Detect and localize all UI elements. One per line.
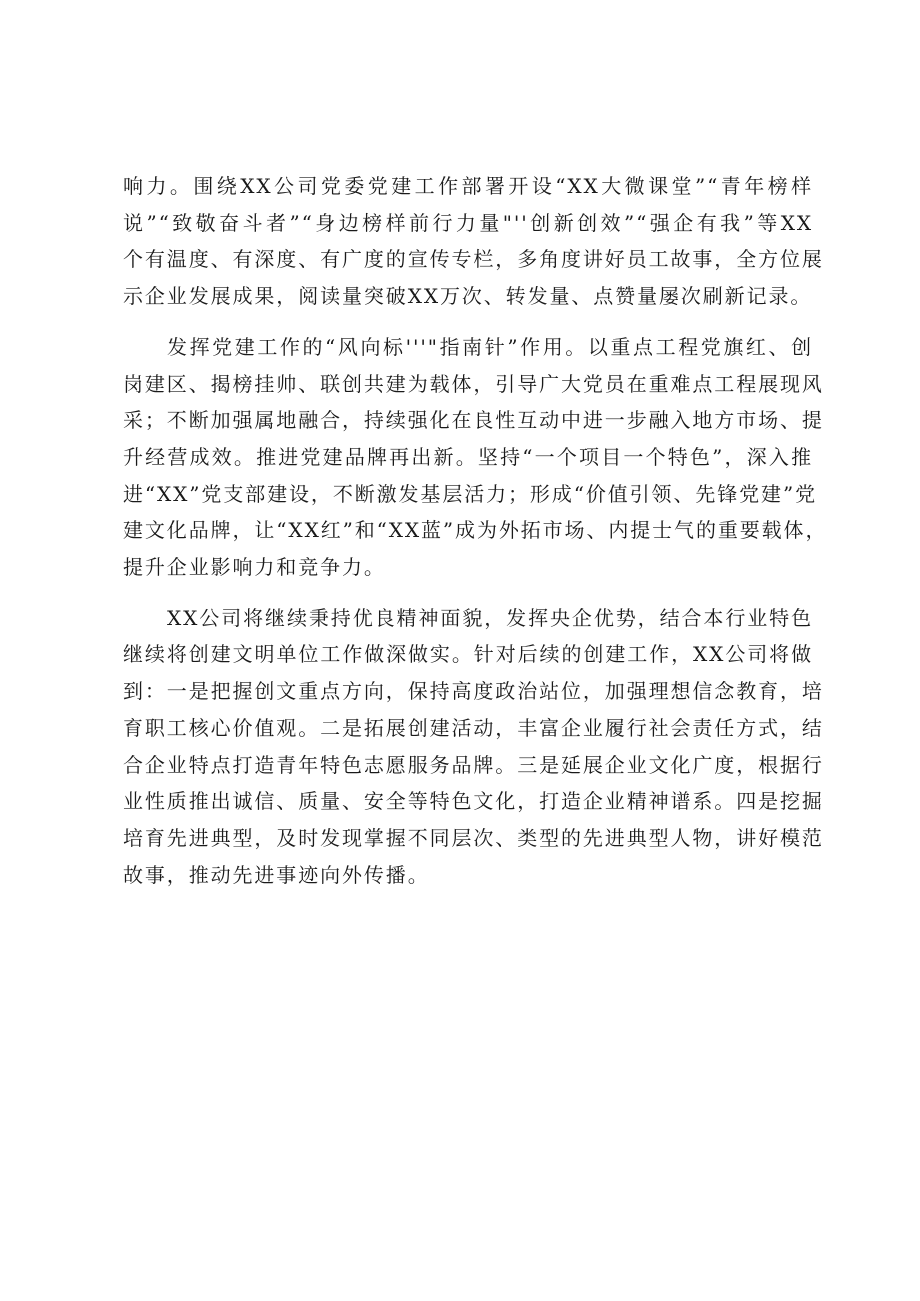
text-line: 进“XX”党支部建设，不断激发基层活力；形成“价值引领、先锋党建”党	[123, 481, 817, 506]
paragraph-1	[123, 168, 824, 315]
text-line: 响力。围绕XX公司党委党建工作部署开设“XX大微课堂”“青年榜样	[123, 174, 813, 198]
text-line: 育职工核心价值观。二是拓展创建活动，丰富企业履行社会责任方式，结	[123, 715, 824, 740]
paragraph-2	[123, 329, 828, 586]
document-body	[123, 168, 828, 893]
paragraph-3	[123, 600, 824, 894]
text-line: 故事，推动先进事迹向外传播。	[123, 862, 430, 887]
text-line: 提升企业影响力和竞争力。	[123, 555, 386, 580]
text-line: 说”“致敬奋斗者”“身边榜样前行力量"''创新创效”“强企有我”等XX	[123, 210, 813, 235]
text-line: 个有温度、有深度、有广度的宣传专栏，多角度讲好员工故事，全方位展	[123, 247, 824, 272]
text-line: 建文化品牌，让“XX红”和“XX蓝”成为外拓市场、内提士气的重要载体，	[123, 518, 828, 543]
text-line: 示企业发展成果，阅读量突破XX万次、转发量、点赞量屡次刷新记录。	[123, 284, 813, 309]
text-line: 培育先进典型，及时发现掌握不同层次、类型的先进典型人物，讲好模范	[123, 825, 824, 850]
text-line: 升经营成效。推进党建品牌再出新。坚持“一个项目一个特色”，深入推	[123, 444, 813, 469]
text-line: 采；不断加强属地融合，持续强化在良性互动中进一步融入地方市场、提	[123, 408, 824, 433]
text-line: 到：一是把握创文重点方向，保持高度政治站位，加强理想信念教育，培	[123, 679, 824, 704]
text-line: XX公司将继续秉持优良精神面貌，发挥央企优势，结合本行业特色	[167, 605, 813, 630]
text-line: 发挥党建工作的“风向标'''"指南针”作用。以重点工程党旗红、创	[167, 334, 813, 359]
text-line: 业性质推出诚信、质量、安全等特色文化，打造企业精神谱系。四是挖掘	[123, 789, 824, 814]
text-line: 合企业特点打造青年特色志愿服务品牌。三是延展企业文化广度，根据行	[123, 752, 824, 777]
text-line: 继续将创建文明单位工作做深做实。针对后续的创建工作，XX公司将做	[123, 642, 813, 667]
text-line: 岗建区、揭榜挂帅、联创共建为载体，引导广大党员在重难点工程展现风	[123, 371, 824, 396]
